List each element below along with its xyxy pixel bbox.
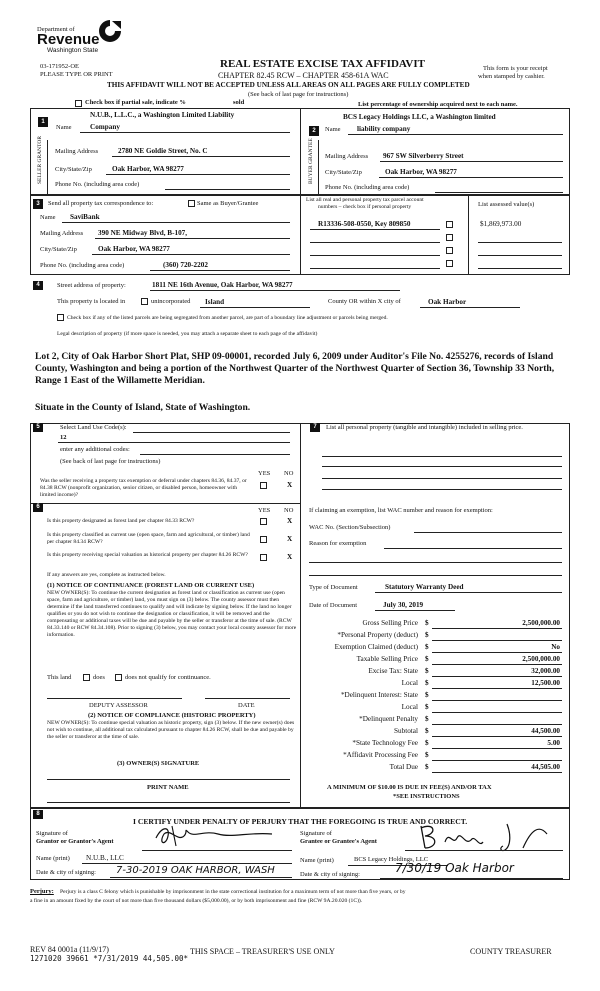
section-4-number: 4 <box>33 281 43 290</box>
tax-row-dollar: $ <box>425 679 429 687</box>
receipt-note-2: when stamped by cashier. <box>478 73 545 80</box>
land-does-text: does <box>93 674 105 681</box>
parcel-number[interactable]: R13336-508-0550, Key 809850 <box>318 220 411 228</box>
revision-code: REV 84 0001a (11/9/17) <box>30 945 109 954</box>
land-use-no-header: NO <box>284 470 294 477</box>
buyer-mail[interactable]: 967 SW Silverberry Street <box>383 152 464 160</box>
perjury-text-2: a fine in an amount fixed by the court of not more than five thousand dollars ($5,000.00), or by both imprisonment and fine (RCW 9A.20.020 (1C)). <box>30 898 363 904</box>
doc-type-label: Type of Document <box>309 584 358 591</box>
form-title: REAL ESTATE EXCISE TAX AFFIDAVIT <box>220 58 425 70</box>
forest-question-2: Is this property classified as current use (open space, farm and agricultural, or timber) land per chapter 84.34 RCW? <box>47 532 250 545</box>
buyer-name-line-2[interactable]: liability company <box>357 125 411 133</box>
grantor-signature[interactable] <box>148 822 278 850</box>
tax-corr-city[interactable]: Oak Harbor, WA 98277 <box>98 245 170 253</box>
tax-row-dollar: $ <box>425 703 429 711</box>
forest-q2-yes-checkbox[interactable] <box>260 536 267 543</box>
buyer-side-label: BUYER GRANTEE <box>308 138 314 184</box>
tax-row-underline <box>432 628 562 629</box>
tax-corr-name-label: Name <box>40 214 56 221</box>
seller-side-label: SELLER GRANTOR <box>37 135 43 184</box>
additional-codes-label: enter any additional codes: <box>60 446 130 453</box>
tax-corr-phone-label: Phone No. (including area code) <box>40 262 125 269</box>
parcel-3-personal-checkbox[interactable] <box>446 247 453 254</box>
grantee-name-label: Name (print) <box>300 857 334 864</box>
forest-q1-yes-checkbox[interactable] <box>260 518 267 525</box>
grantee-print-name[interactable]: BCS Legacy Holdings, LLC <box>354 856 429 863</box>
buyer-name-label: Name <box>325 126 341 133</box>
form-warning: THIS AFFIDAVIT WILL NOT BE ACCEPTED UNLESS ALL AREAS ON ALL PAGES ARE FULLY COMPLETED <box>107 81 470 89</box>
forest-question-3: Is this property receiving special valuation as historical property per chapter 84.26 RCW? <box>47 552 248 558</box>
tax-row-label: *Affidavit Processing Fee <box>343 751 418 759</box>
grantee-signature[interactable] <box>415 820 555 854</box>
section-8-number: 8 <box>33 810 43 819</box>
tax-corr-label: Send all property tax correspondence to: <box>48 200 154 207</box>
tax-row-underline <box>432 748 562 749</box>
exemption-no-mark[interactable]: X <box>287 481 293 489</box>
grantee-date-label: Date & city of signing: <box>300 871 360 878</box>
grantor-date-label: Date & city of signing: <box>36 869 96 876</box>
buyer-mail-label: Mailing Address <box>325 153 369 160</box>
perjury-text-1: Perjury is a class C felony which is punishable by imprisonment in the state correctional institution for a maximum term of not more than five years, or by <box>60 889 406 895</box>
county-treasurer-label: COUNTY TREASURER <box>470 947 552 956</box>
street-label: Street address of property: <box>57 282 126 289</box>
tax-row-label: *Personal Property (deduct) <box>337 631 418 639</box>
buyer-phone-label: Phone No. (including area code) <box>325 184 410 191</box>
parcel-1-personal-checkbox[interactable] <box>446 221 453 228</box>
legal-description[interactable]: Lot 2, City of Oak Harbor Short Plat, SHP 09-00001, recorded July 6, 2009 under Auditor's File No. 4255276, records of Island County, Washington and being a portion of the Northwest Quarter of the Northwest Quarter of Section 36, Township 33 North, Range 1 East of the Willamette Meridian. <box>35 351 555 386</box>
grantor-name-label: Name (print) <box>36 855 70 862</box>
section-6-number: 6 <box>33 503 43 512</box>
tax-row-underline <box>432 760 562 761</box>
tax-row-label: Total Due <box>389 763 418 771</box>
continuance-title: (1) NOTICE OF CONTINUANCE (FOREST LAND OR CURRENT USE) <box>47 582 255 589</box>
forest-q1-no-mark[interactable]: X <box>287 517 293 525</box>
grantor-sig-label-2: Grantor or Grantor's Agent <box>36 838 114 845</box>
segregate-checkbox[interactable] <box>57 314 64 321</box>
section-5-number: 5 <box>33 423 43 432</box>
tax-corr-city-label: City/State/Zip <box>40 246 77 253</box>
grantee-date-city[interactable]: 7/30/19 Oak Harbor <box>395 861 514 875</box>
receipt-stamp: 1271020 39661 *7/31/2019 44,505.00* <box>30 954 189 963</box>
grantor-print-name[interactable]: N.U.B., LLC <box>86 854 124 862</box>
tax-corr-mail[interactable]: 390 NE Midway Blvd, B-107, <box>98 229 188 237</box>
situate-line: Situate in the County of Island, State of Washington. <box>35 402 251 413</box>
reason-label: Reason for exemption <box>309 540 367 547</box>
same-as-buyer-checkbox[interactable] <box>188 200 195 207</box>
tax-row-underline <box>432 736 562 737</box>
tax-row-label: Gross Selling Price <box>362 619 418 627</box>
please-type: PLEASE TYPE OR PRINT <box>40 71 113 78</box>
partial-sale-sold: sold <box>233 99 245 106</box>
tax-row-underline <box>432 676 562 677</box>
forest-q3-yes-checkbox[interactable] <box>260 554 267 561</box>
tax-row-label: Taxable Selling Price <box>356 655 418 663</box>
land-use-code[interactable]: 12 <box>60 434 67 441</box>
forest-question-1: Is this property designated as forest land per chapter 84.33 RCW? <box>47 518 195 524</box>
logo-dept-line: Department of <box>37 26 75 33</box>
land-does-not-text: does not qualify for continuance. <box>125 674 211 681</box>
tax-row-dollar: $ <box>425 751 429 759</box>
buyer-name-line-1: BCS Legacy Holdings LLC, a Washington limited <box>343 113 496 121</box>
city-value[interactable]: Oak Harbor <box>428 298 467 306</box>
parcels-header-1: List all real and personal property tax parcel account <box>306 197 424 203</box>
tax-row-underline <box>432 652 562 653</box>
forest-yes-header: YES <box>258 507 271 514</box>
tax-row-value[interactable]: 32,000.00 <box>531 667 560 675</box>
seller-name-line-1: N.U.B., L.L.C., a Washington Limited Liability <box>90 111 235 119</box>
tax-corr-phone[interactable]: (360) 720-2202 <box>163 261 208 269</box>
exemption-yes-checkbox[interactable] <box>260 482 267 489</box>
tax-row-underline <box>432 724 562 725</box>
parcel-4-personal-checkbox[interactable] <box>446 260 453 267</box>
tax-row-dollar: $ <box>425 631 429 639</box>
wac-label: WAC No. (Section/Subsection) <box>309 524 391 531</box>
segregate-label: Check box if any of the listed parcels are being segregated from another parcel, are part of a boundary line adjustment or parcels being merged. <box>67 315 388 321</box>
street-address[interactable]: 1811 NE 16th Avenue, Oak Harbor, WA 98277 <box>152 281 293 289</box>
seller-mail[interactable]: 2780 NE Goldie Street, No. C <box>118 147 208 155</box>
land-does-not-checkbox[interactable] <box>115 674 122 681</box>
tax-row-label: Local <box>401 703 418 711</box>
grantee-sig-label-1: Signature of <box>300 830 332 837</box>
tax-row-label: *Delinquent Interest: State <box>340 691 418 699</box>
exemption-claim-label: If claiming an exemption, list WAC number and reason for exemption: <box>309 507 493 514</box>
land-does-checkbox[interactable] <box>83 674 90 681</box>
tax-row-label: Local <box>401 679 418 687</box>
logo-revenue: Revenue <box>37 31 100 48</box>
buyer-city[interactable]: Oak Harbor, WA 98277 <box>385 168 457 176</box>
parcel-2-personal-checkbox[interactable] <box>446 234 453 241</box>
seller-name-line-2[interactable]: Company <box>90 123 120 131</box>
parcels-header-2: numbers – check box if personal property <box>318 204 412 210</box>
seller-city-label: City/State/Zip <box>55 166 92 173</box>
grantor-date-city[interactable]: 7-30-2019 OAK HARBOR, WASH <box>116 865 275 876</box>
seller-city[interactable]: Oak Harbor, WA 98277 <box>112 165 184 173</box>
tax-row-value[interactable]: 12,500.00 <box>531 679 560 687</box>
continuance-text: NEW OWNER(S): To continue the current designation as forest land or classification as current use (open space, farm and agriculture, or timber) land, you must sign on (3) below. The county assessor must then determine if the land transferred continues to qualify and will indicate by signing below. If the land no longer qualifies or you do not wish to continue the designation or classification, it will be removed and the compensating or additional taxes will be due and payable by the seller or transferor at the time of sale. (RCW 84.33.140 or RCW 84.34.108). Prior to signing (3) below, you may contact your local county assessor for more information. <box>47 590 297 638</box>
section-3-number: 3 <box>33 199 43 209</box>
legal-label: Legal description of property (if more space is needed, you may attach a separate sheet to each page of the affidavit) <box>57 331 318 337</box>
located-label: This property is located in <box>57 298 126 305</box>
seller-mail-label: Mailing Address <box>55 148 99 155</box>
perjury-label: Perjury: <box>30 888 54 895</box>
tax-row-dollar: $ <box>425 619 429 627</box>
grantor-sig-label-1: Signature of <box>36 830 68 837</box>
tax-row-dollar: $ <box>425 667 429 675</box>
tax-row-label: *Delinquent Penalty <box>359 715 418 723</box>
tax-row-underline <box>432 700 562 701</box>
tax-row-value[interactable]: 44,505.00 <box>531 763 560 771</box>
deputy-date-label: DATE <box>238 702 255 709</box>
partial-sale-label: Check box if partial sale, indicate % <box>85 99 186 106</box>
tax-row-underline <box>432 712 562 713</box>
grantee-sig-label-2: Grantee or Grantee's Agent <box>300 838 377 845</box>
see-back-note: (See back of last page for instructions) <box>248 91 349 98</box>
assessed-value[interactable]: $1,869,973.00 <box>480 220 522 228</box>
buyer-city-label: City/State/Zip <box>325 169 362 176</box>
tax-row-value[interactable]: 2,500,000.00 <box>522 655 560 663</box>
section-1-number: 1 <box>38 117 48 127</box>
logo-state: Washington State <box>47 47 99 54</box>
seller-phone-label: Phone No. (including area code) <box>55 181 140 188</box>
minimum-fee-note: A MINIMUM OF $10.00 IS DUE IN FEE(S) AND/OR TAX <box>327 784 492 791</box>
ownership-note: List percentage of ownership acquired next to each name. <box>358 101 518 108</box>
tax-corr-mail-label: Mailing Address <box>40 230 84 237</box>
forest-q2-no-mark[interactable]: X <box>287 535 293 543</box>
treasurer-use-label: THIS SPACE – TREASURER'S USE ONLY <box>190 947 335 956</box>
tax-row-dollar: $ <box>425 763 429 771</box>
assessed-header: List assessed value(s) <box>478 201 535 208</box>
forest-no-header: NO <box>284 507 294 514</box>
deputy-assessor-label: DEPUTY ASSESSOR <box>89 702 148 709</box>
tax-row-dollar: $ <box>425 691 429 699</box>
partial-sale-checkbox[interactable] <box>75 100 82 107</box>
section-2-number: 2 <box>309 126 319 136</box>
doc-type[interactable]: Statutory Warranty Deed <box>385 583 464 591</box>
tax-row-dollar: $ <box>425 655 429 663</box>
county-value[interactable]: Island <box>205 298 225 306</box>
tax-corr-name[interactable]: SaviBank <box>70 213 100 221</box>
tax-row-label: Exemption Claimed (deduct) <box>334 643 418 651</box>
print-name-label: PRINT NAME <box>147 784 189 791</box>
tax-row-underline <box>432 664 562 665</box>
tax-row-value[interactable]: No <box>551 643 560 651</box>
tax-row-underline <box>432 688 562 689</box>
tax-row-label: *State Technology Fee <box>352 739 418 747</box>
see-instructions-note: *SEE INSTRUCTIONS <box>393 793 460 800</box>
land-use-yes-header: YES <box>258 470 271 477</box>
tax-row-value[interactable]: 2,500,000.00 <box>522 619 560 627</box>
county-city-label: County OR within X city of <box>328 298 401 305</box>
unincorporated-checkbox[interactable] <box>141 298 148 305</box>
doc-date-label: Date of Document <box>309 602 358 609</box>
receipt-note-1: This form is your receipt <box>483 65 548 72</box>
tax-row-label: Excise Tax: State <box>368 667 418 675</box>
certify-statement: I CERTIFY UNDER PENALTY OF PERJURY THAT THE FOREGOING IS TRUE AND CORRECT. <box>133 817 468 826</box>
compliance-text: NEW OWNER(S): To continue special valuation as historic property, sign (3) below. If the new owner(s) does not wish to continue, all additional tax calculated pursuant to chapter 84.26 RCW, shall be due and payable by the seller or transferor at the time of sale. <box>47 720 295 740</box>
tax-row-dollar: $ <box>425 739 429 747</box>
section-7-number: 7 <box>310 423 320 432</box>
department-logo-icon <box>97 18 123 42</box>
tax-row-underline <box>432 640 562 641</box>
owner-signature-title: (3) OWNER(S) SIGNATURE <box>117 760 200 767</box>
forest-if-yes: If any answers are yes, complete as instructed below. <box>47 572 166 578</box>
tax-row-value[interactable]: 44,500.00 <box>531 727 560 735</box>
unincorporated-label: unincorporated <box>151 298 191 305</box>
form-chapter: CHAPTER 82.45 RCW – CHAPTER 458-61A WAC <box>218 71 389 80</box>
tax-row-dollar: $ <box>425 643 429 651</box>
forest-q3-no-mark[interactable]: X <box>287 553 293 561</box>
tax-row-dollar: $ <box>425 715 429 723</box>
compliance-title: (2) NOTICE OF COMPLIANCE (HISTORIC PROPERTY) <box>88 712 256 719</box>
tax-row-dollar: $ <box>425 727 429 735</box>
seller-name-label: Name <box>56 124 72 131</box>
exemption-question: Was the seller receiving a property tax exemption or deferral under chapters 84.36, 84.37, or 84.38 RCW (nonprofit organization, senior citizen, or disabled person, homeowner with limited income)? <box>40 478 247 498</box>
tax-row-label: Subtotal <box>394 727 418 735</box>
form-code: 03-171952-OE <box>40 63 79 70</box>
land-use-see-back: (See back of last page for instructions) <box>60 458 161 465</box>
land-use-label: Select Land Use Code(s): <box>60 424 127 431</box>
land-does-label: This land <box>47 674 72 681</box>
doc-date[interactable]: July 30, 2019 <box>383 601 424 609</box>
tax-row-value[interactable]: 5.00 <box>547 739 560 747</box>
tax-row-underline <box>432 772 562 773</box>
same-as-buyer-label: Same as Buyer/Grantee <box>197 200 259 207</box>
personal-property-label: List all personal property (tangible and intangible) included in selling price. <box>326 424 523 431</box>
